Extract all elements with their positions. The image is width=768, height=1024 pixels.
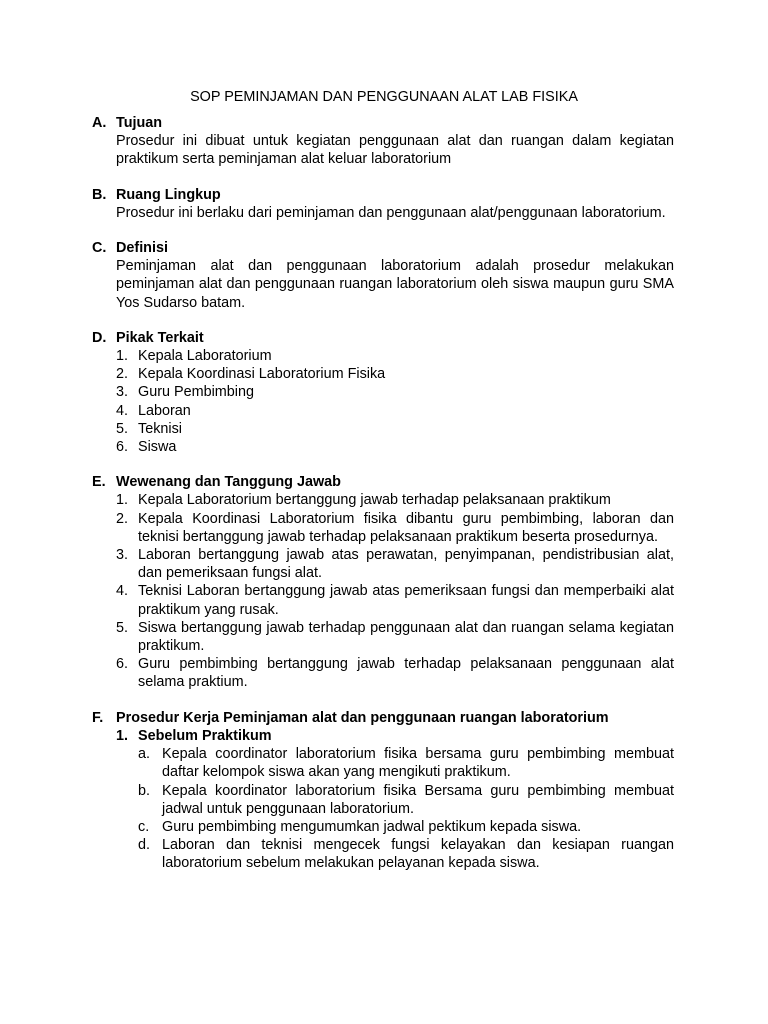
section-letter: C. (92, 240, 107, 257)
list-item: 4. Teknisi Laboran bertanggung jawab atas pemeriksaan fungsi dan memperbaiki alat praktikum yang rusak. (116, 583, 674, 618)
list-item: 2. Kepala Koordinasi Laboratorium fisika dibantu guru pembimbing, laboran dan teknisi bertanggung jawab terhadap pelaksanaan praktikum beserta prosedurnya. (116, 510, 674, 545)
document-title: SOP PEMINJAMAN DAN PENGGUNAAN ALAT LAB FISIKA (190, 89, 578, 105)
section-text: Peminjaman alat dan penggunaan laboratorium adalah prosedur melakukan peminjaman alat dan penggunaan ruangan laboratorium oleh siswa maupun guru SMA Yos Sudarso batam. (116, 258, 674, 311)
section-heading: Pikak Terkait (116, 329, 204, 346)
list-item: 4. Laboran (116, 402, 191, 419)
section-text: Prosedur ini berlaku dari peminjaman dan penggunaan alat/penggunaan laboratorium. (116, 204, 666, 221)
section-text: Prosedur ini dibuat untuk kegiatan penggunaan alat dan ruangan dalam kegiatan praktikum serta peminjaman alat keluar laboratorium (116, 133, 674, 168)
section-letter: A. (92, 115, 107, 131)
section-heading: Ruang Lingkup (116, 186, 221, 203)
list-item: 6. Guru pembimbing bertanggung jawab terhadap pelaksanaan penggunaan alat selama praktium. (116, 656, 674, 691)
document-content (92, 114, 674, 890)
list-item: 6. Siswa (116, 439, 177, 456)
list-item: a. Kepala coordinator laboratorium fisika bersama guru pembimbing membuat daftar kelompok siswa akan yang mengikuti praktikum. (138, 746, 674, 781)
section-heading: Wewenang dan Tanggung Jawab (116, 474, 341, 491)
section-heading: Tujuan (116, 115, 163, 131)
section-heading: Prosedur Kerja Peminjaman alat dan penggunaan ruangan laboratorium (116, 709, 609, 726)
sub-heading: 1. Sebelum Praktikum (116, 727, 272, 744)
list-item: 2. Kepala Koordinasi Laboratorium Fisika (116, 366, 386, 383)
section-ruang-lingkup (92, 186, 674, 222)
section-letter: D. (92, 329, 107, 346)
numbered-list (116, 347, 674, 456)
section-tujuan (92, 114, 674, 169)
list-item: 5. Siswa bertanggung jawab terhadap penggunaan alat dan ruangan selama kegiatan praktikum. (116, 619, 674, 655)
section-wewenang (92, 473, 674, 691)
section-letter: B. (92, 186, 107, 203)
list-item: 3. Guru Pembimbing (116, 384, 254, 401)
list-item: 1. Kepala Laboratorium bertanggung jawab terhadap pelaksanaan praktikum (116, 492, 611, 509)
list-item: 5. Teknisi (116, 420, 182, 437)
list-item: b. Kepala koordinator laboratorium fisika Bersama guru pembimbing membuat jadwal untuk penggunaan laboratorium. (138, 782, 674, 817)
list-item: 3. Laboran bertanggung jawab atas perawatan, penyimpanan, pendistribusian alat, dan pemeriksaan fungsi alat. (116, 547, 674, 582)
section-pihak-terkait (92, 329, 674, 456)
section-definisi (92, 239, 674, 312)
section-prosedur-kerja (92, 709, 674, 873)
list-item: c. Guru pembimbing mengumumkan jadwal pektikum kepada siswa. (138, 818, 582, 835)
lettered-list (138, 745, 674, 872)
section-letter: F. (92, 709, 104, 726)
section-letter: E. (92, 474, 106, 491)
section-heading: Definisi (116, 240, 168, 257)
numbered-list (116, 491, 674, 691)
list-item: 1. Kepala Laboratorium (116, 348, 272, 365)
list-item: d. Laboran dan teknisi mengecek fungsi kelayakan dan kesiapan ruangan laboratorium sebelum melakukan pelayanan kepada siswa. (138, 837, 674, 872)
